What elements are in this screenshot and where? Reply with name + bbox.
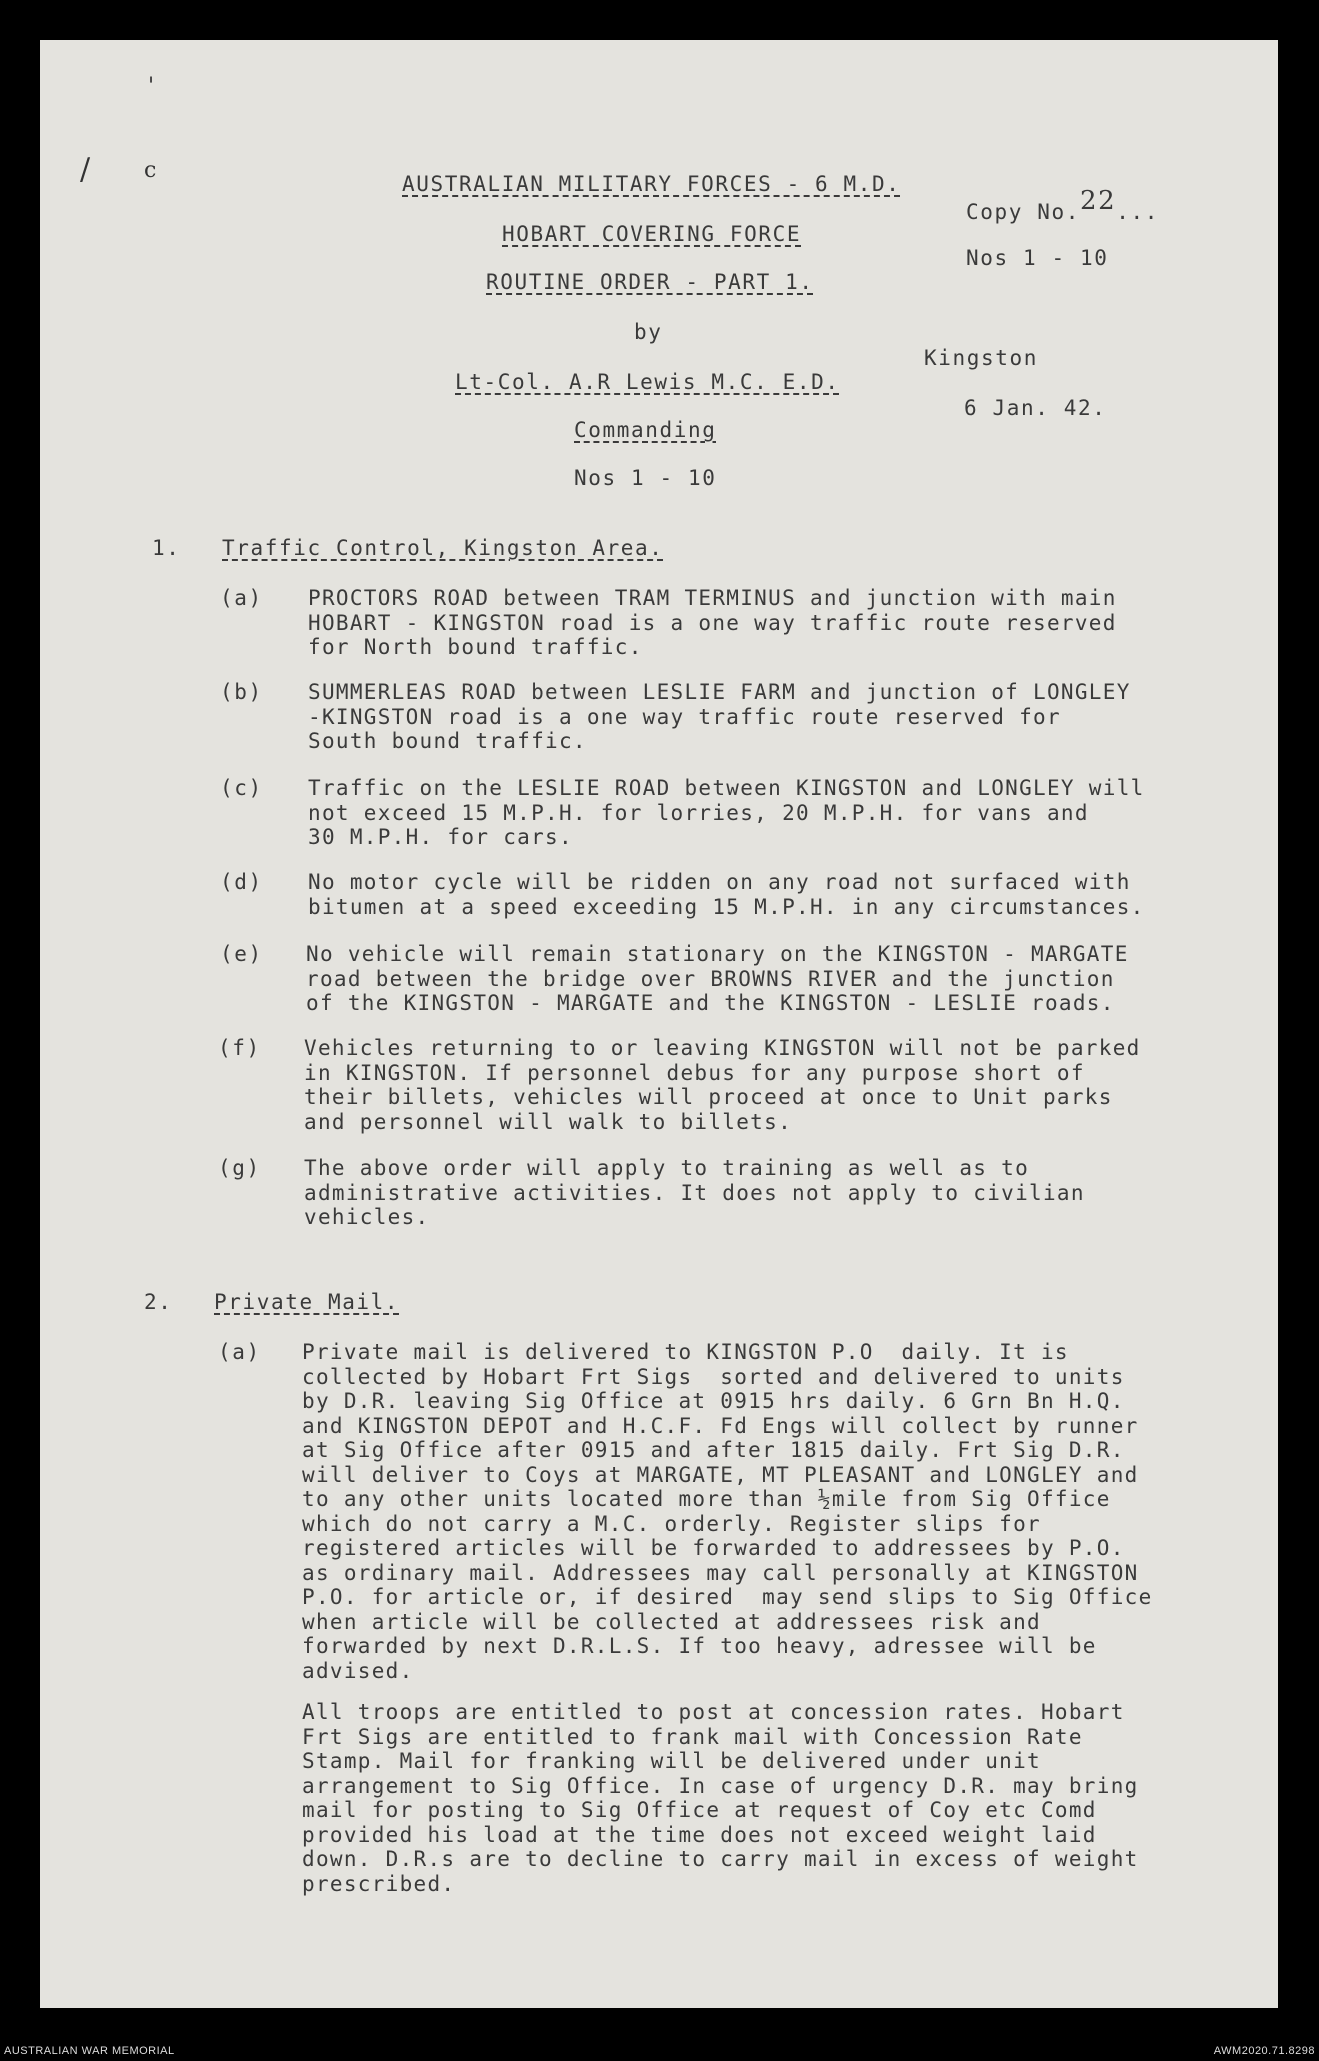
document-title: AUSTRALIAN MILITARY FORCES - 6 M.D. [402,172,901,196]
para-text: The above order will apply to training as well as to administrative activities. It does not apply to civilian vehicles. [304,1156,1085,1229]
para-text: Traffic on the LESLIE ROAD between KINGSTON and LONGLEY will not exceed 15 M.P.H. for lorries, 20 M.P.H. for vans and 30 M.P.H. for cars. [308,776,1145,849]
para-text: Vehicles returning to or leaving KINGSTON will not be parked in KINGSTON. If personnel debus for any purpose short of their billets, vehicles will proceed at once to Unit parks and personnel will walk to billets. [304,1036,1141,1134]
commanding-line: Commanding [574,418,717,442]
place: Kingston [924,346,1038,370]
handwritten-mark: / [80,152,91,187]
para-label: (d) [220,870,263,894]
para-text: No motor cycle will be ridden on any road not surfaced with bitumen at a speed exceeding 15 M.P.H. in any circumstances. [308,870,1145,919]
handwritten-mark: c [144,158,157,183]
para-text: SUMMERLEAS ROAD between LESLIE FARM and junction of LONGLEY -KINGSTON road is a one way traffic route reserved for South bound traffic. [308,680,1131,753]
section-number: 1. [152,536,181,560]
date: 6 Jan. 42. [964,396,1107,420]
force-name: HOBART COVERING FORCE [502,222,802,246]
copy-distribution: Nos 1 - 10 [966,246,1109,270]
section-heading: Traffic Control, Kingston Area. [222,536,664,560]
para-text: PROCTORS ROAD between TRAM TERMINUS and junction with main HOBART - KINGSTON road is a one way traffic route reserved for North bound traffic. [308,586,1117,659]
para-text: No vehicle will remain stationary on the KINGSTON - MARGATE road between the bridge over BROWNS RIVER and the junction of the KINGSTON - MARGATE and the KINGSTON - LESLIE roads. [306,942,1129,1015]
para-label: (g) [218,1156,261,1180]
para-text: Private mail is delivered to KINGSTON P.O daily. It is collected by Hobart Frt Sigs sorted and delivered to units by D.R. leaving Sig Office at 0915 hrs daily. 6 Grn Bn H.Q. and KINGSTON DEPOT and H.C.F. Fd Engs will collect by runner at Sig Office after 0915 and after 1815 daily. Frt Sig D.R. will deliver to Coys at MARGATE, MT PLEASANT and LONGLEY and to any other units located more than ½mile from Sig Office which do not carry a M.C. orderly. Register slips for registered articles will be forwarded to addressees by P.O. as ordinary mail. Addressees may call personally at KINGSTON P.O. for article or, if desired may send slips to Sig Office when article will be collected at addressees risk and forwarded by next D.R.L.S. If too heavy, adressee will be advised. [302,1340,1153,1683]
footer-credit: AUSTRALIAN WAR MEMORIAL [4,2045,175,2057]
para-label: (a) [218,1340,261,1364]
copy-label: Copy No. [966,200,1080,224]
order-title: ROUTINE ORDER - PART 1. [486,270,814,294]
section-number: 2. [144,1290,173,1314]
handwritten-mark: ' [148,74,155,99]
para-label: (c) [220,776,263,800]
copy-number-line [966,186,1159,226]
section-heading: Private Mail. [214,1290,400,1314]
officer-name: Lt-Col. A.R Lewis M.C. E.D. [455,370,840,394]
by-line: by [634,320,663,344]
para-text: All troops are entitled to post at concession rates. Hobart Frt Sigs are entitled to frank mail with Concession Rate Stamp. Mail for franking will be delivered under unit arrangement to Sig Office. In case of urgency D.R. may bring mail for posting to Sig Office at request of Coy etc Comd provided his load at the time does not exceed weight laid down. D.R.s are to decline to carry mail in excess of weight prescribed. [302,1700,1139,1896]
para-label: (a) [220,586,263,610]
para-label: (e) [220,942,263,966]
para-label: (b) [220,680,263,704]
footer-accession-number: AWM2020.71.8298 [1213,2045,1315,2057]
distribution-nos: Nos 1 - 10 [574,466,717,490]
document-page [40,40,1278,2008]
copy-dots: ... [1116,200,1159,224]
para-label: (f) [218,1036,261,1060]
copy-number-handwritten: 22 [1079,186,1117,216]
